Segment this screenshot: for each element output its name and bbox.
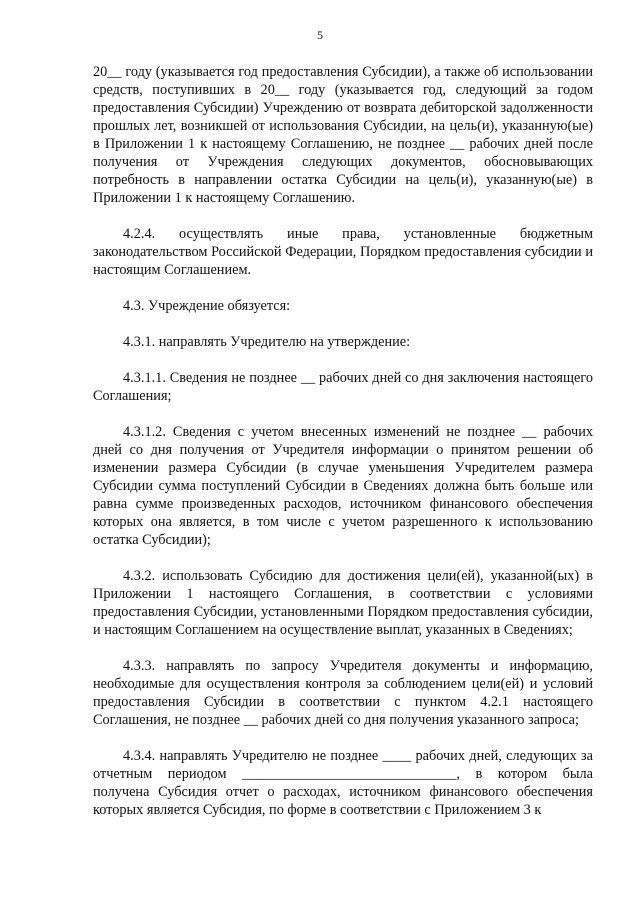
paragraph-4-3-1: 4.3.1. направлять Учредителю на утверждение: bbox=[123, 334, 411, 350]
paragraph-4-3-2: 4.3.2. использовать Субсидию для достижения цели(ей), указанной(ых) в Приложении 1 настоящего Соглашения, в соответствии с условиями предоставления Субсидии, установленными Порядком предоставления субсидии, и настоящим Соглашением на осуществление выплат, указанных в Сведениях; bbox=[93, 568, 593, 638]
paragraph-4-3-1-1: 4.3.1.1. Сведения не позднее __ рабочих дней со дня заключения настоящего Соглашения; bbox=[93, 370, 593, 404]
page-number: 5 bbox=[317, 28, 323, 42]
paragraph-4-3-4: 4.3.4. направлять Учредителю не позднее ____ рабочих дней, следующих за отчетным периодом ______________________________, в котором была получена Субсидия отчет о расходах, источником финансового обеспечения которых является Субсидия, по форме в соответствии с Приложением 3 к bbox=[93, 748, 593, 818]
document-body bbox=[93, 63, 593, 819]
paragraph-4-3-3: 4.3.3. направлять по запросу Учредителя документы и информацию, необходимые для осуществления контроля за соблюдением цели(ей) и условий предоставления Субсидии в соответствии с пунктом 4.2.1 настоящего Соглашения, не позднее __ рабочих дней со дня получения указанного запроса; bbox=[93, 658, 593, 728]
paragraph-4-2-4: 4.2.4. осуществлять иные права, установленные бюджетным законодательством Российской Федерации, Порядком предоставления субсидии и настоящим Соглашением. bbox=[93, 226, 593, 278]
paragraph-4-3-1-2: 4.3.1.2. Сведения с учетом внесенных изменений не позднее __ рабочих дней со дня получения от Учредителя информации о принятом решении об изменении размера Субсидии (в случае уменьшения Учредителем размера Субсидии сумма поступлений Субсидии в Сведениях должна быть больше или равна сумме произведенных расходов, источником финансового обеспечения которых она является, в том числе с учетом разрешенного к использованию остатка Субсидии); bbox=[93, 424, 593, 548]
paragraph-subsidy-balance-usage: 20__ году (указывается год предоставления Субсидии), а также об использовании средств, поступивших в 20__ году (указывается год, следующий за годом предоставления Субсидии) Учреждению от возврата дебиторской задолженности прошлых лет, возникшей от использования Субсидии, на цель(и), указанную(ые) в Приложении 1 к настоящему Соглашению, не позднее __ рабочих дней после получения от Учреждения следующих документов, обосновывающих потребность в направлении остатка Субсидии на цель(и), указанную(ые) в Приложении 1 к настоящему Соглашению. bbox=[93, 64, 593, 206]
paragraph-4-3: 4.3. Учреждение обязуется: bbox=[123, 298, 291, 314]
